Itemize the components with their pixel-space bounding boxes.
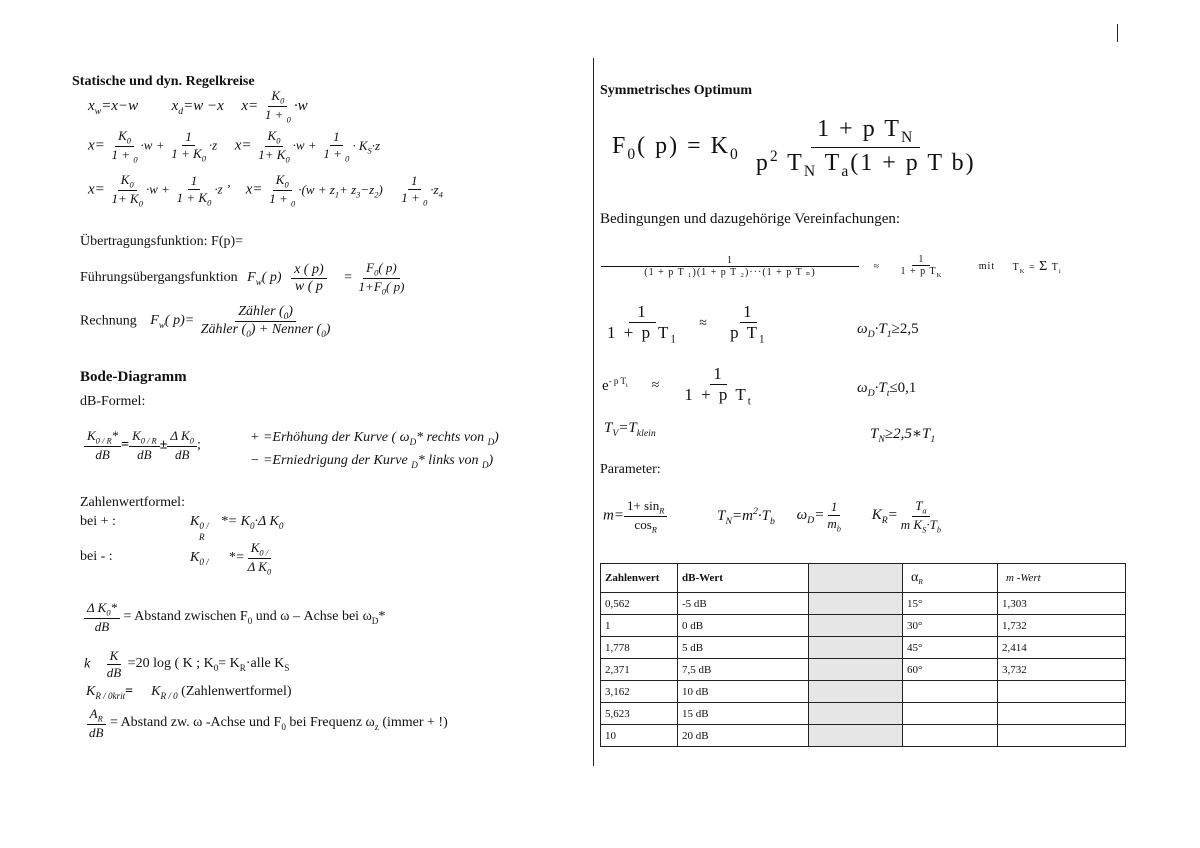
rechnung-line: Rechnung $F_w$( p)= $\frac{Zähler (_0)}{Zähler (_0) + Nenner (_0)}$	[80, 304, 331, 339]
bei-plus-formula: $K_{0 /} *= K_0\cdot\Delta$ $K_0$	[190, 514, 284, 531]
table-cell	[809, 659, 903, 681]
table-cell	[998, 725, 1126, 747]
table-cell: 20 dB	[678, 725, 809, 747]
table-cell	[809, 593, 903, 615]
table-cell: 15°	[903, 593, 998, 615]
eq-xd: $x_d=w -x$	[171, 97, 224, 117]
table-cell: 2,371	[601, 659, 678, 681]
parameter-label: Parameter:	[600, 462, 661, 477]
th-alpha: $\alpha_R$	[903, 564, 998, 593]
table-row	[601, 637, 1126, 659]
eq-x-open: x= $\frac{K_0}{1 + _0}$ ·w	[241, 88, 308, 125]
table-cell	[809, 703, 903, 725]
bei-minus-formula: $K_{0 /}$ *= $\frac{K_{0 /}}{\Delta K_0}$	[190, 540, 272, 577]
cond-2: $\omega_D\cdot T_t\le 0,1$	[857, 380, 917, 399]
table-cell: 5,623	[601, 703, 678, 725]
table-row	[601, 681, 1126, 703]
zahlenwert-table	[600, 563, 1126, 747]
heading-regelkreise: Statische und dyn. Regelkreise	[72, 74, 255, 89]
th-empty	[809, 564, 903, 593]
table-cell: 2,414	[998, 637, 1126, 659]
table-row	[601, 725, 1126, 747]
parameter-formulas: m= $\frac{1+ \sin_R}{\cos_R}$ $T_N=m^2\cdot T_b$ $\omega_D=$ $\frac{1}{m_b}$ $K_R=$ $\frac{T_a}{m K_S\cdot T_b}$	[603, 498, 942, 535]
cond-1: $\omega_D\cdot T_1\ge 2,5$	[857, 321, 919, 340]
table-row	[601, 659, 1126, 681]
column-divider	[593, 58, 594, 766]
table-row	[601, 593, 1126, 615]
db-formel-label: dB-Formel:	[80, 394, 146, 409]
table-cell	[903, 703, 998, 725]
table-cell	[809, 637, 903, 659]
f0-formula: $F_0$( $p) = K_0$ $\frac{1 + p T_N}{p^2 T_N T_a(1 + p T b)}$	[612, 116, 976, 180]
heading-bode: Bode-Diagramm	[80, 369, 187, 385]
table-cell: 3,732	[998, 659, 1126, 681]
table-cell	[903, 725, 998, 747]
table-cell: 0 dB	[678, 615, 809, 637]
table-cell: 45°	[903, 637, 998, 659]
eq-xw: $x_w=x-w$	[88, 97, 139, 117]
table-cell: 10	[601, 725, 678, 747]
table-cell: 1	[601, 615, 678, 637]
th-m-wert: m -Wert	[998, 564, 1126, 593]
table-cell: 3,162	[601, 681, 678, 703]
table-cell	[998, 681, 1126, 703]
table-cell: 1,778	[601, 637, 678, 659]
table-cell	[809, 681, 903, 703]
table-cell: 30°	[903, 615, 998, 637]
th-zahlenwert: Zahlenwert	[601, 564, 678, 593]
table-cell: 1,303	[998, 593, 1126, 615]
db-minus-meaning: − =Erniedrigung der Kurve $_D$* links von $_D$)	[250, 453, 494, 470]
eq-line-3: x= $\frac{K_0}{1+ K_0}$ ·w + $\frac{1}{1 + K_0}$ ·z ’ x= $\frac{K_0}{1 + _0}$ $\cdot(w + z_1+ z_3-z_2)$ $\frac{1}{1 + _0}$ $\cdot z_4$	[88, 172, 443, 209]
approx-line-3: $e^{- p T_t}$ ≈ $\frac{1}{1 + p T_t}$	[602, 364, 753, 408]
table-cell: 1,732	[998, 615, 1126, 637]
table-cell: -5 dB	[678, 593, 809, 615]
db-plus-meaning: + =Erhöhung der Kurve ( $\omega_D*$ rechts von $_D$)	[250, 430, 499, 447]
db-formula: $\frac{K_{0 / R}*}{dB}$ = $\frac{K_{0 / R}}{dB}$ ± $\frac{\Delta K_0}{dB}$ ;	[84, 428, 201, 463]
abstand-f0-line: $\frac{\Delta K_0*}{dB}$ = Abstand zwischen $F_0$ und ω – Achse bei $\omega_D*$	[84, 600, 385, 635]
zahlenwertformel-label: Zahlenwertformel:	[80, 495, 185, 510]
table-row	[601, 615, 1126, 637]
transfer-function-label: Übertragungsfunktion: F(p)=	[80, 234, 244, 249]
bedingungen-label: Bedingungen und dazugehörige Vereinfachungen:	[600, 211, 901, 227]
heading-symmetrisches-optimum: Symmetrisches Optimum	[600, 83, 753, 98]
page-corner-mark	[1117, 24, 1118, 42]
approx-line-1: $\frac{1}{\text{(1 + p T ₁)(1 + p T ₂)···(1 + p T ₙ)}}$ ≈ $\frac{1}{1 + p T_K}$ mit $T_K = \Sigma$ $T_i$	[604, 254, 1062, 279]
ar-line: $\frac{A_R}{dB}$ = Abstand zw. ω -Achse und $F_0$ bei Frequenz $\omega_z$ (immer + !)	[86, 706, 448, 741]
table-cell: 7,5 dB	[678, 659, 809, 681]
table-cell: 5 dB	[678, 637, 809, 659]
table-cell: 0,562	[601, 593, 678, 615]
eq-line-2: x= $\frac{K_0}{1 + _0}$ ·w + $\frac{1}{1 + K_0}$ ·z x= $\frac{K_0}{1+ K_0}$ ·w + $\frac{1}{1 + _0}$ · $K_S\cdot z$	[88, 128, 381, 165]
eq-line-1	[88, 88, 308, 124]
k-krit-line: $K_{R / 0krit}= K_{R / 0}$ (Zahlenwertformel)	[86, 684, 292, 701]
fuehrung-line: Führungsübergangsfunktion $F_w$( p) $\frac{x ( p)}{w ( p}$ = $\frac{F_0( p)}{1+F_0( p)}$	[80, 260, 405, 297]
bei-minus-label: bei - :	[80, 549, 113, 564]
table-cell: 60°	[903, 659, 998, 681]
table-cell: 10 dB	[678, 681, 809, 703]
table-cell	[809, 725, 903, 747]
k-dB-line: k $\frac{K}{dB}$ =20 log ( K ; $K_0=$ $K_R\cdot alle$ $K_S$	[84, 648, 290, 680]
table-cell	[903, 681, 998, 703]
table-header-row	[601, 564, 1126, 593]
table-cell	[998, 703, 1126, 725]
table-cell: 15 dB	[678, 703, 809, 725]
approx-line-2: $\frac{1}{1 + p T_1}$ ≈ $\frac{1}{p T_1}$	[607, 302, 767, 346]
table-row	[601, 703, 1126, 725]
table-cell	[809, 615, 903, 637]
th-db-wert: dB-Wert	[678, 564, 809, 593]
tv-line: $T_V=T_{klein}$	[604, 420, 656, 439]
bei-plus-label: bei + :	[80, 514, 116, 529]
bei-plus-r-sub: R	[199, 532, 205, 542]
tn-line: $T_N\ge 2,5∗T_1$	[870, 426, 936, 445]
